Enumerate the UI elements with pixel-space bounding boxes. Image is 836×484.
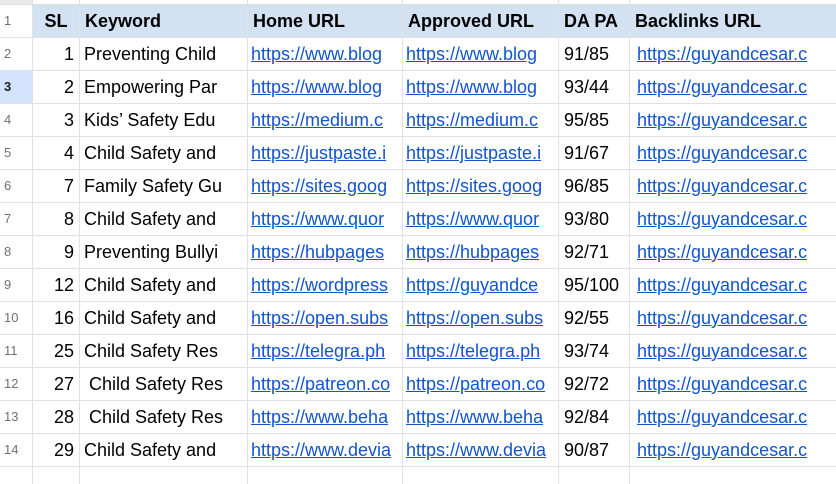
sl-cell[interactable]: 1 [33,38,80,71]
da-pa-cell[interactable]: 96/85 [559,170,630,203]
backlinks-url-link[interactable]: https://guyandcesar.c [637,110,808,130]
sl-cell[interactable]: 12 [33,269,80,302]
home-url-link[interactable]: https://www.beha [251,407,389,427]
approved-url-cell[interactable] [403,71,559,104]
approved-url-cell[interactable] [403,401,559,434]
home-url-cell[interactable] [248,104,403,137]
home-url-cell[interactable] [248,302,403,335]
approved-url-cell[interactable] [403,269,559,302]
sl-cell[interactable]: 3 [33,104,80,137]
sl-cell[interactable]: 16 [33,302,80,335]
approved-url-link[interactable]: https://www.blog [406,77,538,97]
table-row [0,137,836,170]
sl-cell[interactable]: 4 [33,137,80,170]
backlinks-url-link[interactable]: https://guyandcesar.c [637,308,808,328]
keyword-cell[interactable]: Child Safety and [80,203,248,236]
row-header-cell[interactable]: 4 [0,104,33,137]
sl-cell[interactable]: 7 [33,170,80,203]
approved-url-cell[interactable] [403,137,559,170]
column-header-approved-url[interactable]: Approved URL [403,5,559,38]
sl-cell[interactable]: 28 [33,401,80,434]
keyword-cell[interactable]: Family Safety Gu [80,170,248,203]
backlinks-url-link[interactable]: https://guyandcesar.c [637,440,808,460]
home-url-link[interactable]: https://telegra.ph [251,341,386,361]
backlinks-url-cell[interactable] [630,368,836,401]
da-pa-cell[interactable]: 93/74 [559,335,630,368]
backlinks-url-link[interactable]: https://guyandcesar.c [637,275,808,295]
row-header-cell[interactable]: 2 [0,38,33,71]
table-row [0,335,836,368]
backlinks-url-link[interactable]: https://guyandcesar.c [637,176,808,196]
row-header-cell[interactable]: 3 [0,71,33,104]
home-url-link[interactable]: https://hubpages [251,242,385,262]
backlinks-url-cell[interactable] [630,302,836,335]
home-url-cell[interactable] [248,401,403,434]
keyword-cell[interactable]: Child Safety and [80,302,248,335]
table-row [0,38,836,71]
home-url-link[interactable]: https://www.blog [251,77,383,97]
table-row [0,71,836,104]
backlinks-url-link[interactable]: https://guyandcesar.c [637,341,808,361]
sl-cell[interactable]: 25 [33,335,80,368]
partial-cell[interactable] [630,467,836,484]
da-pa-cell[interactable]: 92/55 [559,302,630,335]
home-url-link[interactable]: https://medium.c [251,110,384,130]
table-row [0,236,836,269]
column-header-home-url[interactable]: Home URL [248,5,403,38]
column-header-da-pa[interactable]: DA PA [559,5,630,38]
sl-cell[interactable]: 9 [33,236,80,269]
keyword-cell[interactable]: Kids’ Safety Edu [80,104,248,137]
keyword-cell[interactable]: Empowering Par [80,71,248,104]
partial-cell[interactable] [33,467,80,484]
home-url-cell[interactable] [248,335,403,368]
sl-cell[interactable]: 8 [33,203,80,236]
home-url-link[interactable]: https://www.devia [251,440,392,460]
approved-url-link[interactable]: https://www.quor [406,209,540,229]
home-url-cell[interactable] [248,203,403,236]
home-url-link[interactable]: https://www.quor [251,209,385,229]
row-header-cell[interactable]: 8 [0,236,33,269]
header-row [0,5,836,38]
approved-url-cell[interactable] [403,203,559,236]
table-row [0,401,836,434]
row-header-cell[interactable]: 10 [0,302,33,335]
column-header-sl[interactable]: SL [33,5,80,38]
keyword-cell[interactable]: Preventing Bullyi [80,236,248,269]
home-url-link[interactable]: https://sites.goog [251,176,388,196]
keyword-cell[interactable]: Child Safety and [80,434,248,467]
approved-url-cell[interactable] [403,368,559,401]
approved-url-link[interactable]: https://hubpages [406,242,540,262]
backlinks-url-cell[interactable] [630,71,836,104]
backlinks-url-link[interactable]: https://guyandcesar.c [637,242,808,262]
home-url-cell[interactable] [248,434,403,467]
da-pa-cell[interactable]: 92/71 [559,236,630,269]
column-header-backlinks-url[interactable]: Backlinks URL [630,5,836,38]
row-header-cell[interactable]: 6 [0,170,33,203]
row-header-cell[interactable]: 5 [0,137,33,170]
home-url-link[interactable]: https://patreon.co [251,374,391,394]
da-pa-cell[interactable]: 91/67 [559,137,630,170]
approved-url-link[interactable]: https://sites.goog [406,176,543,196]
rows-container [0,38,836,467]
keyword-cell[interactable]: Child Safety Res [80,401,248,434]
home-url-cell[interactable] [248,38,403,71]
home-url-cell[interactable] [248,170,403,203]
backlinks-url-link[interactable]: https://guyandcesar.c [637,374,808,394]
row-header-cell[interactable]: 14 [0,434,33,467]
table-row [0,170,836,203]
keyword-cell[interactable]: Child Safety Res [80,335,248,368]
keyword-cell[interactable]: Child Safety Res [80,368,248,401]
row-header-partial[interactable] [0,467,33,484]
backlinks-url-cell[interactable] [630,335,836,368]
approved-url-link[interactable]: https://open.subs [406,308,544,328]
home-url-cell[interactable] [248,269,403,302]
row-header-cell[interactable]: 1 [0,5,33,38]
backlinks-url-cell[interactable] [630,269,836,302]
partial-cell[interactable] [80,467,248,484]
approved-url-link[interactable]: https://www.blog [406,44,538,64]
da-pa-cell[interactable]: 92/72 [559,368,630,401]
partial-cell[interactable] [559,467,630,484]
partial-cell[interactable] [248,467,403,484]
da-pa-cell[interactable]: 92/84 [559,401,630,434]
da-pa-cell[interactable]: 91/85 [559,38,630,71]
table-row [0,434,836,467]
approved-url-link[interactable]: https://medium.c [406,110,539,130]
backlinks-url-link[interactable]: https://guyandcesar.c [637,44,808,64]
row-header-cell[interactable]: 9 [0,269,33,302]
table-row [0,104,836,137]
backlinks-url-cell[interactable] [630,170,836,203]
sl-cell[interactable]: 29 [33,434,80,467]
da-pa-cell[interactable]: 93/44 [559,71,630,104]
table-row [0,368,836,401]
backlinks-url-cell[interactable] [630,137,836,170]
backlinks-url-link[interactable]: https://guyandcesar.c [637,209,808,229]
row-header-cell[interactable]: 13 [0,401,33,434]
keyword-cell[interactable]: Child Safety and [80,269,248,302]
approved-url-link[interactable]: https://justpaste.i [406,143,542,163]
approved-url-cell[interactable] [403,236,559,269]
backlinks-url-cell[interactable] [630,434,836,467]
home-url-link[interactable]: https://open.subs [251,308,389,328]
backlinks-url-cell[interactable] [630,104,836,137]
sl-cell[interactable]: 2 [33,71,80,104]
home-url-link[interactable]: https://wordpress [251,275,389,295]
approved-url-cell[interactable] [403,335,559,368]
table-row [0,269,836,302]
partial-row-bottom [0,467,836,484]
row-header-cell[interactable]: 7 [0,203,33,236]
backlinks-url-cell[interactable] [630,203,836,236]
approved-url-link[interactable]: https://telegra.ph [406,341,541,361]
row-header-cell[interactable]: 12 [0,368,33,401]
home-url-link[interactable]: https://www.blog [251,44,383,64]
da-pa-cell[interactable]: 90/87 [559,434,630,467]
column-header-keyword[interactable]: Keyword [80,5,248,38]
da-pa-cell[interactable]: 95/100 [559,269,630,302]
backlinks-url-cell[interactable] [630,236,836,269]
row-header-cell[interactable]: 11 [0,335,33,368]
approved-url-cell[interactable] [403,302,559,335]
keyword-cell[interactable]: Preventing Child [80,38,248,71]
backlinks-url-cell[interactable] [630,401,836,434]
home-url-cell[interactable] [248,368,403,401]
home-url-link[interactable]: https://justpaste.i [251,143,387,163]
approved-url-cell[interactable] [403,38,559,71]
approved-url-cell[interactable] [403,434,559,467]
approved-url-link[interactable]: https://www.devia [406,440,547,460]
home-url-cell[interactable] [248,71,403,104]
backlinks-url-cell[interactable] [630,38,836,71]
backlinks-url-link[interactable]: https://guyandcesar.c [637,143,808,163]
approved-url-link[interactable]: https://guyandce [406,275,539,295]
home-url-cell[interactable] [248,137,403,170]
da-pa-cell[interactable]: 95/85 [559,104,630,137]
approved-url-cell[interactable] [403,104,559,137]
approved-url-cell[interactable] [403,170,559,203]
approved-url-link[interactable]: https://www.beha [406,407,544,427]
da-pa-cell[interactable]: 93/80 [559,203,630,236]
backlinks-url-link[interactable]: https://guyandcesar.c [637,77,808,97]
table-row [0,203,836,236]
sl-cell[interactable]: 27 [33,368,80,401]
keyword-cell[interactable]: Child Safety and [80,137,248,170]
table-row [0,302,836,335]
partial-cell[interactable] [403,467,559,484]
approved-url-link[interactable]: https://patreon.co [406,374,546,394]
backlinks-url-link[interactable]: https://guyandcesar.c [637,407,808,427]
home-url-cell[interactable] [248,236,403,269]
